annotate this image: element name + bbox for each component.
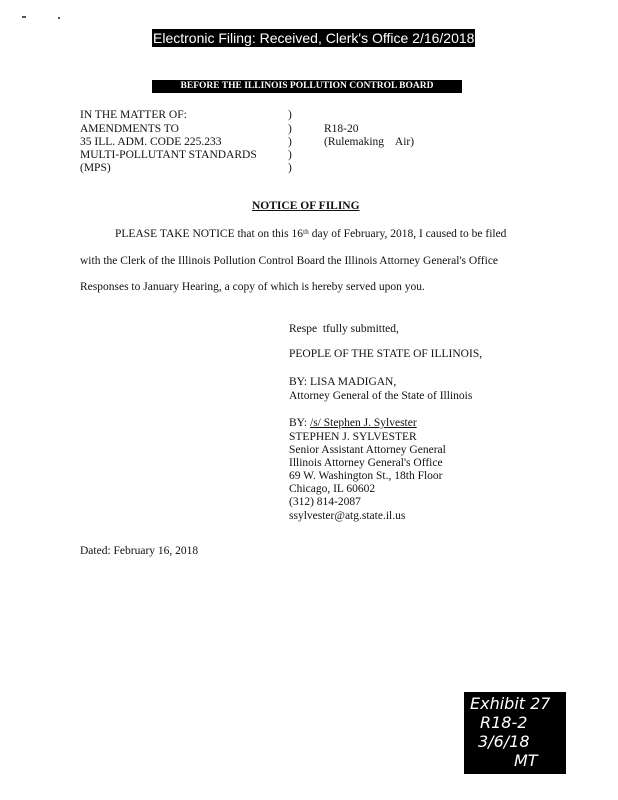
scan-speck [58,17,60,19]
caption-line: MULTI-POLLUTANT STANDARDS [80,149,257,161]
by-prefix: BY: [289,417,310,429]
caption-paren: ) [288,123,292,135]
caption-paren: ) [288,149,292,161]
dated-line: Dated: February 16, 2018 [80,545,199,557]
caption-line: IN THE MATTER OF: [80,109,187,121]
exhibit-initials: MT [514,751,538,770]
by-line: BY: LISA MADIGAN, [289,376,397,388]
caption-paren: ) [288,136,292,148]
scan-speck [22,16,26,18]
address-street: 69 W. Washington St., 18th Floor [289,470,443,482]
caption-line: (MPS) [80,162,111,174]
attorney-general-title: Attorney General of the State of Illinois [289,390,473,402]
docket-type: (Rulemaking Air) [324,136,415,148]
closing: Respe tfully submitted, [289,323,399,335]
signature-line [289,416,417,430]
signer-role: Senior Assistant Attorney General [289,444,446,456]
body-line: with the Clerk of the Illinois Pollution Control Board the Illinois Attorney General's Office [80,255,499,267]
body-line: Responses to January Hearing, a copy of which is hereby served upon you. [80,281,425,293]
party-name: PEOPLE OF THE STATE OF ILLINOIS, [289,348,483,360]
body-line: PLEASE TAKE NOTICE that on this 16ᵗʰ day of February, 2018, I caused to be filed [115,228,507,240]
exhibit-stamp [464,692,566,774]
board-heading: BEFORE THE ILLINOIS POLLUTION CONTROL BOARD [152,80,462,93]
exhibit-date: 3/6/18 [478,732,530,751]
exhibit-docket: R18-2 [480,713,528,732]
caption-paren: ) [288,162,292,174]
electronic-signature: /s/ Stephen J. Sylvester [310,417,417,429]
email: ssylvester@atg.state.il.us [289,510,406,522]
signer-office: Illinois Attorney General's Office [289,457,443,469]
signer-name: STEPHEN J. SYLVESTER [289,431,417,443]
caption-line: AMENDMENTS TO [80,123,179,135]
address-city: Chicago, IL 60602 [289,483,376,495]
caption-paren: ) [288,109,292,121]
phone: (312) 814-2087 [289,496,361,508]
caption-line: 35 ILL. ADM. CODE 225.233 [80,136,222,148]
notice-title: NOTICE OF FILING [252,200,360,212]
exhibit-label: Exhibit 27 [470,694,551,713]
filing-banner: Electronic Filing: Received, Clerk's Office 2/16/2018 [153,30,475,46]
docket-number: R18-20 [324,123,359,135]
